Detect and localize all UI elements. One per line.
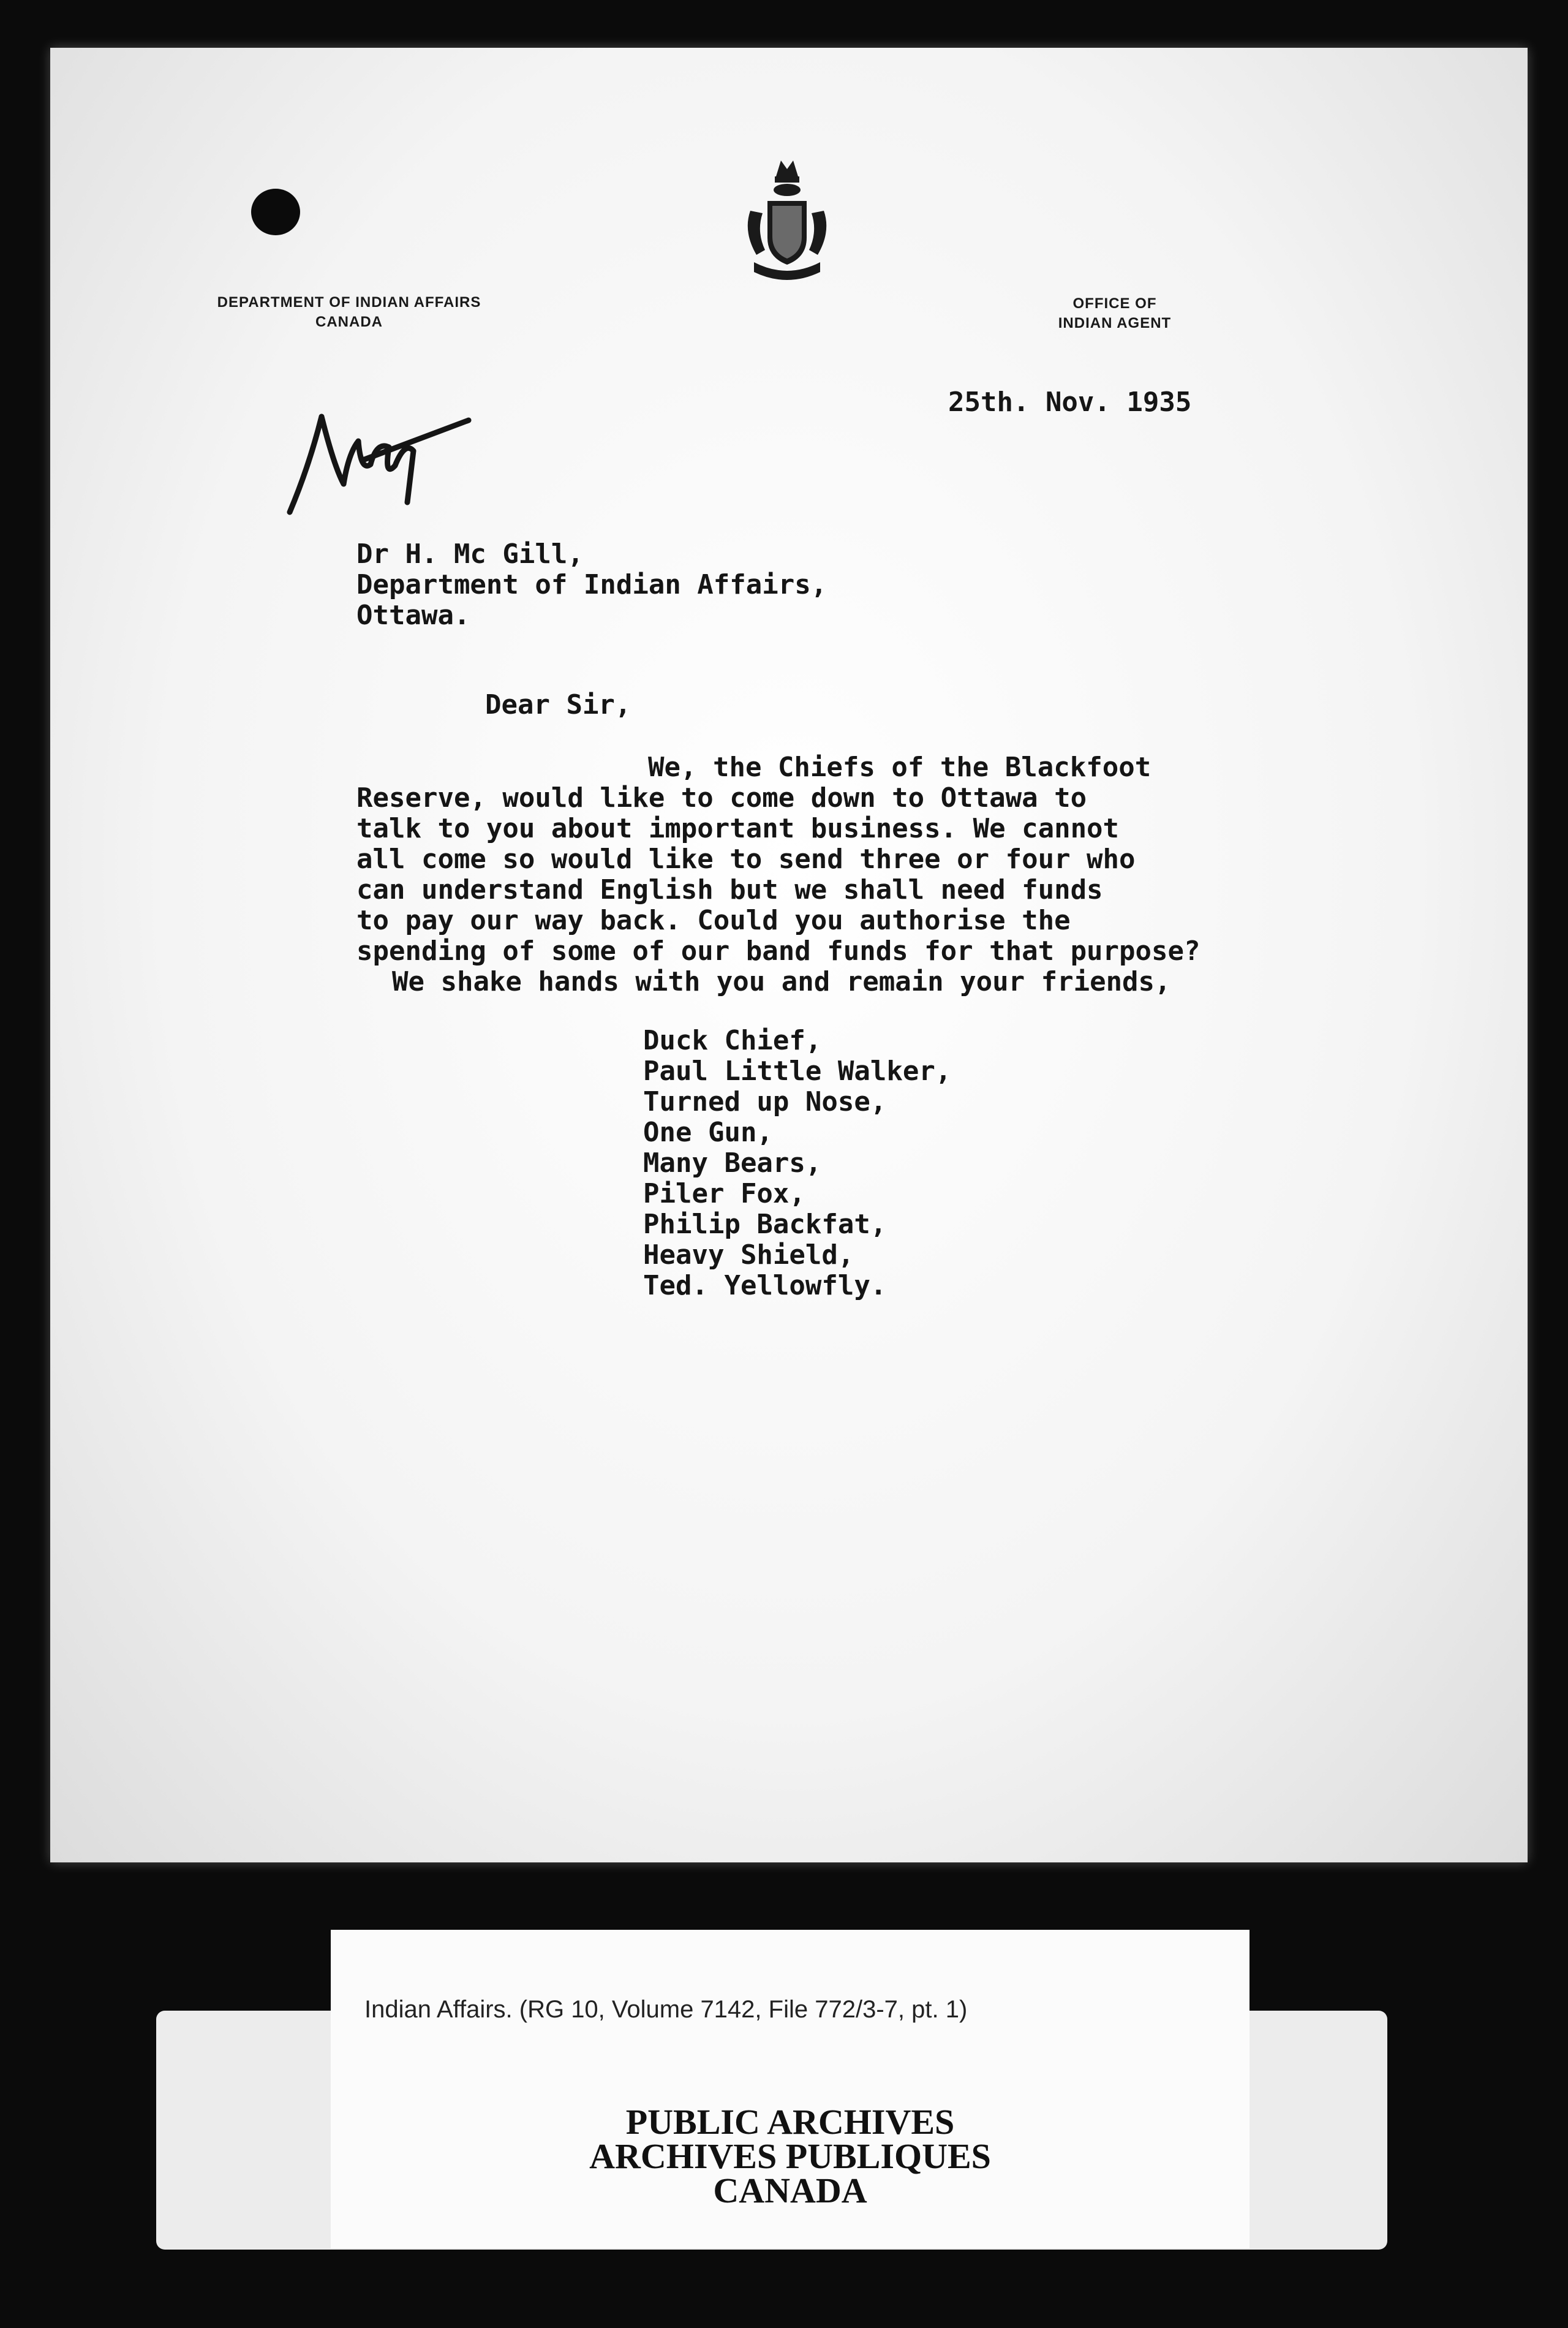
address-line: Dr H. Mc Gill,	[356, 539, 584, 570]
archives-stamp-line: ARCHIVES PUBLIQUES	[589, 2136, 991, 2176]
body-line: We, the Chiefs of the Blackfoot	[648, 752, 1152, 783]
signatory-name: Paul Little Walker,	[643, 1056, 952, 1087]
signatory-name: One Gun,	[643, 1117, 773, 1148]
handwritten-signature	[285, 392, 475, 527]
signatory-name: Duck Chief,	[643, 1025, 822, 1056]
punch-hole	[251, 189, 300, 235]
body-line: spending of some of our band funds for that purpose?	[356, 935, 1200, 967]
office-label: OFFICE OF	[1072, 295, 1157, 312]
body-line: to pay our way back. Could you authorise the	[356, 905, 1071, 936]
letterhead-office	[1017, 294, 1213, 333]
archives-stamp-line: PUBLIC ARCHIVES	[625, 2102, 955, 2142]
department-name: DEPARTMENT OF INDIAN AFFAIRS	[217, 294, 481, 311]
signatory-name: Piler Fox,	[643, 1178, 805, 1209]
body-line: We shake hands with you and remain your friends,	[392, 966, 1171, 997]
signatory-name: Many Bears,	[643, 1147, 822, 1179]
signatory-name: Heavy Shield,	[643, 1239, 854, 1271]
signatory-name: Ted. Yellowfly.	[643, 1270, 887, 1301]
address-line: Department of Indian Affairs,	[356, 569, 827, 600]
body-line: can understand English but we shall need funds	[356, 874, 1103, 905]
signatory-name: Turned up Nose,	[643, 1086, 887, 1117]
body-line: all come so would like to send three or four who	[356, 844, 1136, 875]
salutation: Dear Sir,	[485, 689, 631, 720]
letterhead-department	[165, 293, 533, 332]
archive-reference: Indian Affairs. (RG 10, Volume 7142, File 772/3-7, pt. 1)	[364, 1996, 968, 2023]
body-line: talk to you about important business. We cannot	[356, 813, 1120, 844]
archives-stamp-line: CANADA	[713, 2171, 867, 2210]
department-country: CANADA	[315, 314, 383, 330]
letter-date: 25th. Nov. 1935	[948, 387, 1192, 418]
coat-of-arms-crest	[738, 152, 836, 292]
body-line: Reserve, would like to come down to Ottawa to	[356, 782, 1087, 814]
address-line: Ottawa.	[356, 600, 470, 631]
office-title: INDIAN AGENT	[1058, 315, 1172, 331]
signatory-name: Philip Backfat,	[643, 1209, 887, 1240]
